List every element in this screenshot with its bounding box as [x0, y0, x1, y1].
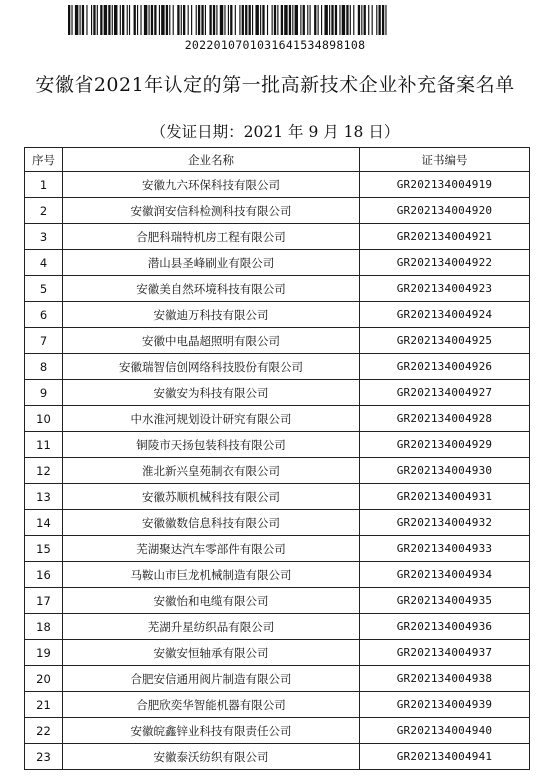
barcode-bar	[335, 5, 337, 35]
row-company-name: 芜湖聚达汽车零部件有限公司	[63, 536, 360, 562]
row-certificate-number: GR202134004923	[360, 276, 530, 302]
table-row	[25, 484, 530, 510]
row-index: 16	[25, 562, 63, 588]
row-company-name: 安徽润安信科检测科技有限公司	[63, 198, 360, 224]
barcode-bar	[318, 5, 319, 35]
row-certificate-number: GR202134004938	[360, 666, 530, 692]
barcode-bar	[82, 5, 84, 35]
barcode-bar	[127, 5, 128, 35]
row-company-name: 马鞍山市巨龙机械制造有限公司	[63, 562, 360, 588]
row-certificate-number: GR202134004927	[360, 380, 530, 406]
row-certificate-number: GR202134004924	[360, 302, 530, 328]
row-index: 19	[25, 640, 63, 666]
barcode-bar	[267, 5, 268, 35]
barcode-bar	[281, 5, 283, 35]
row-company-name: 中水淮河规划设计研究有限公司	[63, 406, 360, 432]
row-company-name: 安徽泰沃纺织有限公司	[63, 744, 360, 770]
barcode-bar	[295, 5, 298, 35]
barcode-bar	[71, 5, 72, 35]
table-row	[25, 562, 530, 588]
barcode-bar	[331, 5, 333, 35]
table-row	[25, 692, 530, 718]
barcode-bar	[209, 5, 211, 35]
barcode-bar	[307, 5, 308, 35]
barcode-bar	[329, 5, 330, 35]
barcode-bar	[361, 5, 362, 35]
row-company-name: 芜湖升星纺织品有限公司	[63, 614, 360, 640]
row-company-name: 合肥欣奕华智能机器有限公司	[63, 692, 360, 718]
barcode-bar	[376, 5, 377, 35]
barcode-bar	[324, 5, 327, 35]
barcode-bar	[112, 5, 113, 35]
barcode-bar	[252, 5, 253, 35]
barcode-bar	[159, 5, 160, 35]
row-certificate-number: GR202134004940	[360, 718, 530, 744]
table-row	[25, 276, 530, 302]
row-company-name: 安徽徽数信息科技有限公司	[63, 510, 360, 536]
table-row	[25, 666, 530, 692]
row-index: 2	[25, 198, 63, 224]
row-certificate-number: GR202134004941	[360, 744, 530, 770]
row-company-name: 安徽瑞智信创网络科技股份有限公司	[63, 354, 360, 380]
row-certificate-number: GR202134004934	[360, 562, 530, 588]
barcode-bar	[216, 5, 217, 35]
row-company-name: 合肥科瑞特机房工程有限公司	[63, 224, 360, 250]
barcode-bar	[140, 5, 141, 35]
barcode-bar	[68, 5, 70, 35]
barcode-bar	[382, 5, 384, 35]
barcode-bar	[161, 5, 164, 35]
row-company-name: 安徽怡和电缆有限公司	[63, 588, 360, 614]
barcode-bar	[310, 5, 311, 35]
row-index: 11	[25, 432, 63, 458]
row-index: 3	[25, 224, 63, 250]
row-index: 8	[25, 354, 63, 380]
barcode-bar	[346, 5, 348, 35]
barcode-bar	[154, 5, 156, 35]
barcode-bar	[191, 5, 192, 35]
table-row	[25, 172, 530, 198]
row-certificate-number: GR202134004939	[360, 692, 530, 718]
row-company-name: 铜陵市天扬包装科技有限公司	[63, 432, 360, 458]
barcode-bar	[144, 5, 147, 35]
barcode-bar	[339, 5, 340, 35]
barcode-bar	[104, 5, 107, 35]
barcode-bar	[368, 5, 369, 35]
row-index: 23	[25, 744, 63, 770]
row-certificate-number: GR202134004919	[360, 172, 530, 198]
row-index: 14	[25, 510, 63, 536]
barcode-bar	[183, 5, 185, 35]
row-index: 1	[25, 172, 63, 198]
table-row	[25, 302, 530, 328]
table-row	[25, 458, 530, 484]
row-company-name: 安徽迪万科技有限公司	[63, 302, 360, 328]
row-company-name: 潜山县圣峰刷业有限公司	[63, 250, 360, 276]
barcode-bar	[379, 5, 381, 35]
barcode-bar	[321, 5, 322, 35]
barcode-bar	[277, 5, 278, 35]
barcode-bar	[100, 5, 102, 35]
barcode-bar	[220, 5, 223, 35]
issue-date: （发证日期：2021 年 9 月 18 日）	[150, 123, 400, 141]
barcode-bar	[228, 5, 229, 35]
row-company-name: 合肥安信通用阀片制造有限公司	[63, 666, 360, 692]
row-company-name: 安徽安恒轴承有限公司	[63, 640, 360, 666]
barcode-bar	[166, 5, 168, 35]
table-row	[25, 432, 530, 458]
barcode-bar	[173, 5, 174, 35]
company-table	[24, 147, 530, 770]
barcode-bar	[239, 5, 240, 35]
barcode-bar	[149, 5, 150, 35]
barcode-bar	[198, 5, 200, 35]
row-company-name: 淮北新兴皇苑制衣有限公司	[63, 458, 360, 484]
barcode-bar	[274, 5, 276, 35]
barcode-bar	[272, 5, 273, 35]
row-certificate-number: GR202134004920	[360, 198, 530, 224]
row-company-name: 安徽九六环保科技有限公司	[63, 172, 360, 198]
row-certificate-number: GR202134004929	[360, 432, 530, 458]
barcode-bar	[224, 5, 225, 35]
barcode-bar	[353, 5, 354, 35]
row-certificate-number: GR202134004931	[360, 484, 530, 510]
table-row	[25, 406, 530, 432]
row-certificate-number: GR202134004921	[360, 224, 530, 250]
barcode-bar	[181, 5, 182, 35]
row-index: 20	[25, 666, 63, 692]
barcode-bar	[303, 5, 305, 35]
barcode-bar	[196, 5, 197, 35]
row-certificate-number: GR202134004932	[360, 510, 530, 536]
barcode-bar	[122, 5, 124, 35]
table-row	[25, 614, 530, 640]
row-company-name: 安徽美自然环境科技有限公司	[63, 276, 360, 302]
barcode-bar	[314, 5, 316, 35]
barcode-bar	[201, 5, 203, 35]
barcode-bar	[137, 5, 138, 35]
row-index: 4	[25, 250, 63, 276]
barcode-bar	[114, 5, 117, 35]
barcode-bar	[108, 5, 110, 35]
row-index: 7	[25, 328, 63, 354]
barcode-bar	[129, 5, 130, 35]
row-certificate-number: GR202134004937	[360, 640, 530, 666]
barcode-bar	[372, 5, 373, 35]
barcode-bar	[300, 5, 301, 35]
table-row	[25, 250, 530, 276]
barcode-bar	[262, 5, 264, 35]
barcode-bar	[245, 5, 247, 35]
barcode-bar	[364, 5, 366, 35]
barcode-bar	[358, 5, 360, 35]
barcode-bar	[213, 5, 215, 35]
barcode-bar	[205, 5, 206, 35]
row-certificate-number: GR202134004925	[360, 328, 530, 354]
row-certificate-number: GR202134004935	[360, 588, 530, 614]
document-title: 安徽省2021年认定的第一批高新技术企业补充备案名单	[35, 74, 515, 96]
barcode-bar	[151, 5, 153, 35]
row-certificate-number: GR202134004930	[360, 458, 530, 484]
barcode-bar	[249, 5, 251, 35]
row-index: 21	[25, 692, 63, 718]
row-index: 22	[25, 718, 63, 744]
barcode-number: 20220107010316415348981​08	[184, 38, 366, 52]
barcode-bar	[230, 5, 232, 35]
barcode-bar	[80, 5, 81, 35]
barcode-bar	[385, 5, 386, 35]
barcode-bar	[75, 5, 78, 35]
table-row	[25, 354, 530, 380]
barcode-bar	[86, 5, 87, 35]
table-row	[25, 536, 530, 562]
barcode-bar	[260, 5, 261, 35]
barcode-bar	[188, 5, 189, 35]
row-company-name: 安徽苏顺机械科技有限公司	[63, 484, 360, 510]
row-company-name: 安徽中电晶超照明有限公司	[63, 328, 360, 354]
table-row	[25, 744, 530, 770]
barcode-bar	[93, 5, 95, 35]
barcode-bar	[97, 5, 98, 35]
barcode-bar	[289, 5, 291, 35]
header-company-name: 企业名称	[63, 148, 360, 172]
row-index: 13	[25, 484, 63, 510]
row-index: 17	[25, 588, 63, 614]
header-certificate-number: 证书编号	[360, 148, 530, 172]
row-index: 5	[25, 276, 63, 302]
row-index: 12	[25, 458, 63, 484]
barcode-bar	[169, 5, 170, 35]
barcode-bar	[350, 5, 351, 35]
row-certificate-number: GR202134004922	[360, 250, 530, 276]
barcode-bar	[120, 5, 121, 35]
barcode-bar	[235, 5, 236, 35]
row-index: 6	[25, 302, 63, 328]
row-certificate-number: GR202134004926	[360, 354, 530, 380]
barcode-bar	[284, 5, 287, 35]
row-index: 9	[25, 380, 63, 406]
row-certificate-number: GR202134004933	[360, 536, 530, 562]
table-row	[25, 718, 530, 744]
row-index: 10	[25, 406, 63, 432]
row-company-name: 安徽皖鑫锌业科技有限责任公司	[63, 718, 360, 744]
row-company-name: 安徽安为科技有限公司	[63, 380, 360, 406]
barcode-bar	[342, 5, 345, 35]
header-index: 序号	[25, 148, 63, 172]
table-row	[25, 198, 530, 224]
barcode-bar	[242, 5, 244, 35]
barcode-bar	[255, 5, 258, 35]
row-certificate-number: GR202134004936	[360, 614, 530, 640]
barcode-bar	[292, 5, 293, 35]
table-header-row	[25, 148, 530, 172]
barcode-bar	[177, 5, 179, 35]
barcode-bar	[91, 5, 92, 35]
table-row	[25, 380, 530, 406]
barcode-graphic	[68, 5, 390, 35]
table-row	[25, 328, 530, 354]
table-row	[25, 640, 530, 666]
row-index: 15	[25, 536, 63, 562]
barcode-bar	[134, 5, 136, 35]
row-certificate-number: GR202134004928	[360, 406, 530, 432]
table-row	[25, 588, 530, 614]
row-index: 18	[25, 614, 63, 640]
barcode	[68, 5, 390, 35]
table-row	[25, 510, 530, 536]
table-row	[25, 224, 530, 250]
